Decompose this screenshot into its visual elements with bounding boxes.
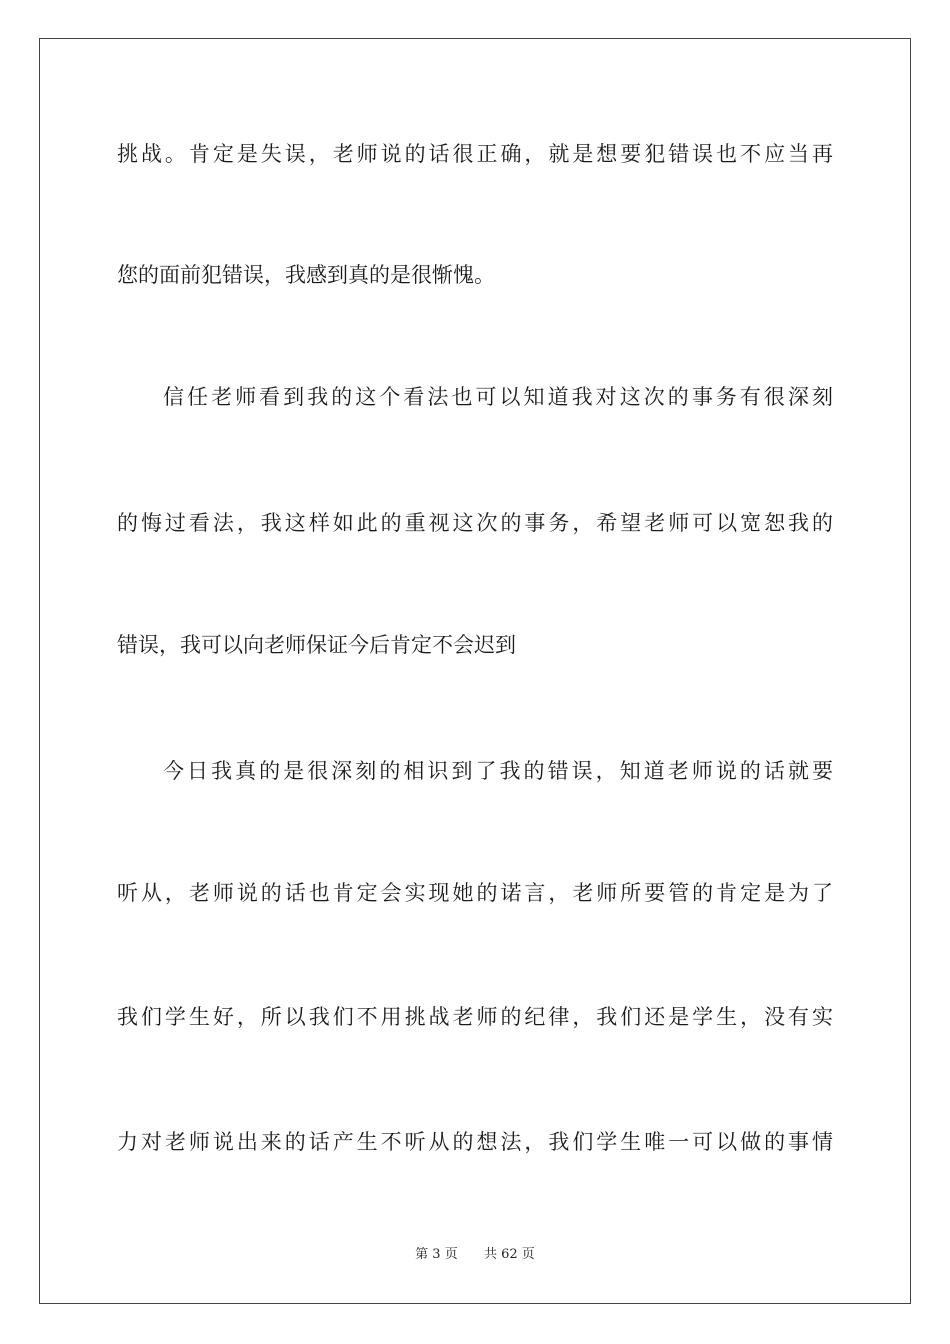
paragraph-line: 的悔过看法，我这样如此的重视这次的事务，希望老师可以宽恕我的 (117, 511, 833, 535)
page-footer (0, 1247, 950, 1263)
paragraph-line: 挑战。肯定是失误，老师说的话很正确，就是想要犯错误也不应当再 (117, 142, 833, 166)
paragraph-line: 我们学生好，所以我们不用挑战老师的纪律，我们还是学生，没有实 (117, 1005, 833, 1029)
paragraph-line: 听从，老师说的话也肯定会实现她的诺言，老师所要管的肯定是为了 (117, 881, 833, 905)
paragraph-line: 信任老师看到我的这个看法也可以知道我对这次的事务有很深刻 (163, 385, 833, 409)
page-border (39, 38, 911, 1304)
page-number: 第 3 页 (415, 1247, 458, 1262)
paragraph-line: 力对老师说出来的话产生不听从的想法，我们学生唯一可以做的事情 (117, 1130, 833, 1154)
paragraph-line: 您的面前犯错误，我感到真的是很惭愧。 (117, 263, 495, 287)
page-total: 共 62 页 (484, 1247, 535, 1262)
paragraph-line: 今日我真的是很深刻的相识到了我的错误，知道老师说的话就要 (163, 759, 833, 783)
paragraph-line: 错误，我可以向老师保证今后肯定不会迟到 (117, 633, 516, 657)
